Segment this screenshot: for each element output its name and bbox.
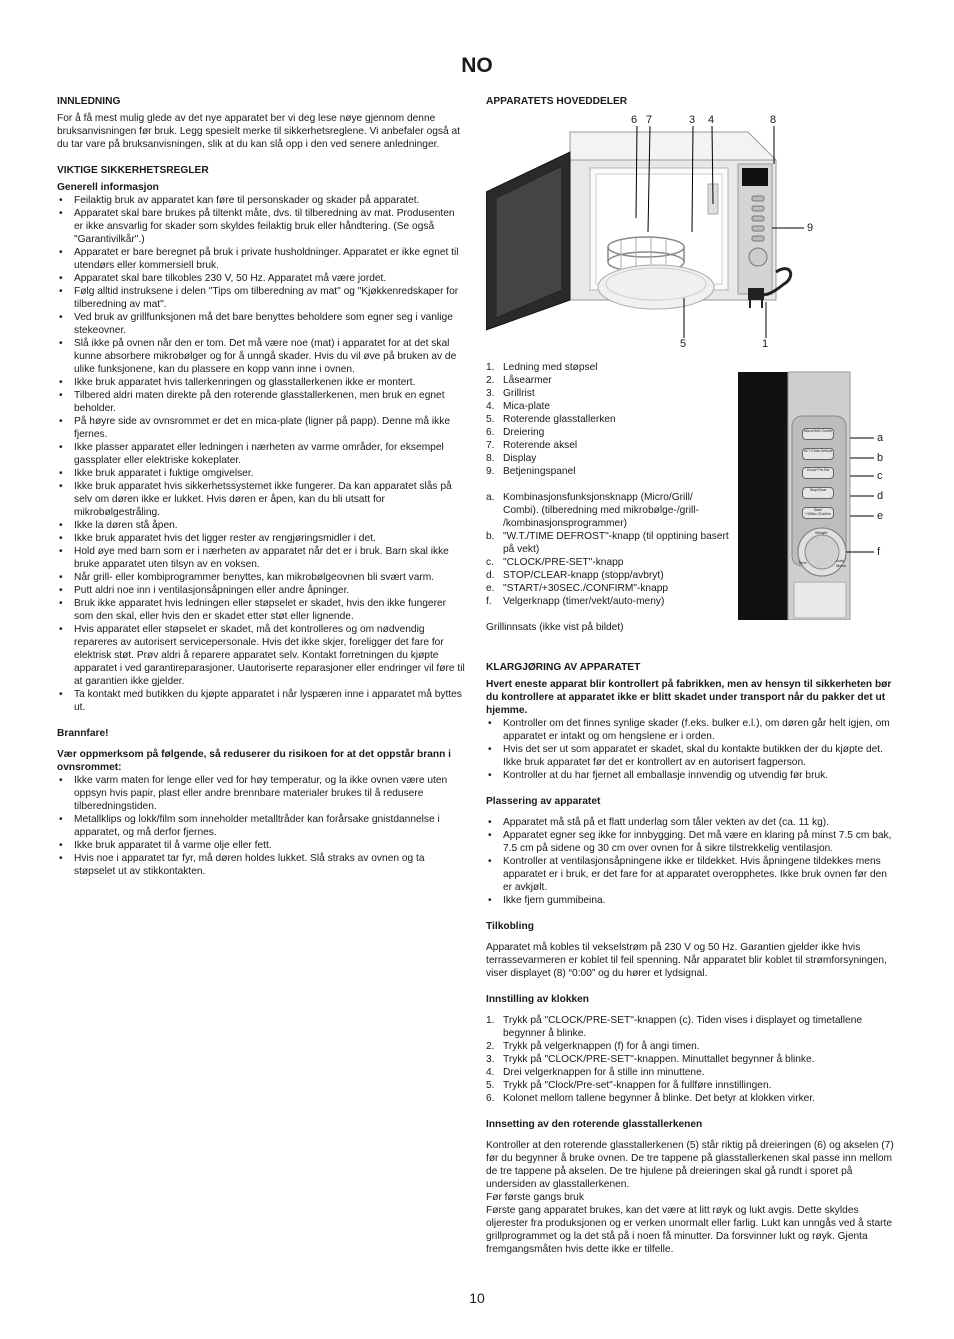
list-item [486, 595, 731, 608]
parts-list [486, 361, 731, 478]
list-text: Velgerknapp (timer/vekt/auto-meny) [503, 596, 665, 607]
list-item: • Ikke varm maten for lenge eller ved for høy temperatur, og la ikke ovnen være uten oppsyn hvis papir, plast eller andre brennbare materialer brukes til å redusere tilberedningstiden. [57, 774, 465, 813]
callout-7: 7 [646, 114, 653, 126]
list-text: Trykk på "CLOCK/PRE-SET"-knappen (c). Tiden vises i displayet og timetallene begynner å blinke. [503, 1015, 863, 1039]
callout-9: 9 [807, 222, 814, 234]
list-number: d. [486, 570, 495, 581]
prep-title: KLARGJØRING AV APPARATET [486, 662, 641, 673]
list-number: e. [486, 583, 495, 594]
list-item: • Tilbered aldri maten direkte på den roterende glasstallerkenen, men bruk en egnet beholder. [57, 389, 465, 415]
list-item: • Hvis apparatet eller støpselet er skadet, må det kontrolleres og om nødvendig repareres av autorisert servicepersonale. Hvis det ikke skjer, foreligger det fare for elektrisk støt. Prøv aldri å reparere apparatet selv. Kontakt forretningen du kjøpte apparatet i ved garantireparasjoner. Uautoriserte reparasjoner eller endringer vil føre til at garantien ikke gjelder. [57, 623, 465, 688]
left-column [57, 95, 465, 878]
fire-title: Brannfare! [57, 728, 109, 739]
clock-title: Innstilling av klokken [486, 994, 590, 1005]
general-list [57, 194, 465, 714]
microwave-figure [486, 112, 826, 357]
list-item [486, 374, 731, 387]
list-item: • Hvis noe i apparatet tar fyr, må døren holdes lukket. Slå straks av ovnen og ta støpselet ut av stikkontakten. [57, 852, 465, 878]
list-number: 6. [486, 427, 495, 438]
list-item: • Hvis det ser ut som apparatet er skadet, skal du kontakte butikken der du kjøpte det. Ikke bruk apparatet før det er kontrollert av en autorisert fagperson. [486, 743, 896, 769]
safety-title: VIKTIGE SIKKERHETSREGLER [57, 165, 209, 176]
list-item: • Apparatet egner seg ikke for innbygging. Det må være en klaring på minst 7.5 cm bak, 7.5 cm på sidene og 30 cm over ovnen for å sikre tilstrekkelig ventilasjon. [486, 829, 896, 855]
list-text: Trykk på velgerknappen (f) for å angi timen. [503, 1041, 700, 1052]
panel-callout-e: e [877, 510, 884, 522]
parts-title: APPARATETS HOVEDDELER [486, 96, 628, 107]
callout-5: 5 [680, 338, 687, 350]
list-item: • Kontroller om det finnes synlige skader (f.eks. bulker e.l.), om døren går helt igjen, om apparatet er intakt og om hengslene er i orden. [486, 717, 896, 743]
list-item: • Ikke bruk apparatet hvis tallerkenringen og glasstallerkenen ikke er montert. [57, 376, 465, 389]
list-item: • Ta kontakt med butikken du kjøpte apparatet i når lyspæren inne i apparatet må byttes ut. [57, 688, 465, 714]
list-item: • Ved bruk av grillfunksjonen må det bare benyttes beholdere som egner seg i vanlige stekeovner. [57, 311, 465, 337]
control-panel-figure [738, 370, 888, 620]
list-item [486, 452, 731, 465]
list-text: Roterende aksel [503, 440, 578, 451]
list-item: • Ikke bruk apparatet hvis sikkerhetssystemet ikke fungerer. Da kan apparatet slås på selv om døren ikke er lukket. Hvis døren er åpen, kan du bli utsatt for mikrobølgestråling. [57, 480, 465, 519]
list-number: 3. [486, 1054, 495, 1065]
grill-note: Grillinnsats (ikke vist på bildet) [486, 622, 624, 633]
list-item [486, 1014, 896, 1040]
callout-4: 4 [708, 114, 715, 126]
prep-bold: Hvert eneste apparat blir kontrollert på fabrikken, men av hensyn til sikkerheten bør du kontrollere at apparatet ikke er blitt skadet under transport når du pakker det ut hjemme. [486, 679, 892, 716]
list-item: • Apparatet må stå på et flatt underlag som tåler vekten av det (ca. 11 kg). [486, 816, 896, 829]
panel-callout-c: c [877, 470, 883, 482]
list-number: 6. [486, 1093, 495, 1104]
panel-callout-d: d [877, 490, 884, 502]
list-item: • Apparatet skal bare brukes på tiltenkt måte, dvs. til tilberedning av mat. Produsenten er ikke ansvarlig for skader som skyldes feilaktig bruk eller håndtering. (Se også "Garantivilkår".) [57, 207, 465, 246]
list-item: • Ikke bruk apparatet hvis det ligger rester av rengjøringsmidler i det. [57, 532, 465, 545]
defrost-button[interactable]: W.T./Time Defrost [802, 448, 834, 460]
list-item [486, 400, 731, 413]
list-item: • Feilaktig bruk av apparatet kan føre til personskader og skader på apparatet. [57, 194, 465, 207]
list-item [486, 1053, 896, 1066]
preparation-block [486, 661, 896, 1256]
intro-title: INNLEDNING [57, 96, 121, 107]
prep-list [486, 717, 896, 782]
list-text: Dreiering [503, 427, 545, 438]
list-item: • Når grill- eller kombiprogrammer benyttes, kan mikrobølgeovnen bli svært varm. [57, 571, 465, 584]
combi-button[interactable]: Micro/Grill/ Combi [802, 428, 834, 440]
list-item: • Ikke plasser apparatet eller ledningen i nærheten av varme områder, for eksempel gassplater eller elektriske kokeplater. [57, 441, 465, 467]
list-item: • Kontroller at du har fjernet all emballasje innvendig og utvendig før bruk. [486, 769, 896, 782]
list-item [486, 1066, 896, 1079]
list-item: • Hold øye med barn som er i nærheten av apparatet når det er i bruk. Barn skal ikke bruke apparatet uten tilsyn av en voksen. [57, 545, 465, 571]
list-item: • På høyre side av ovnsrommet er det en mica-plate (ligner på papp). Denne må ikke fjernes. [57, 415, 465, 441]
list-text: Kolonet mellom tallene begynner å blinke. Det betyr at klokken virker. [503, 1093, 816, 1104]
list-text: Trykk på "Clock/Pre-set"-knappen for å fullføre innstillingen. [503, 1080, 772, 1091]
list-item: • Putt aldri noe inn i ventilasjonsåpningen eller andre åpninger. [57, 584, 465, 597]
list-number: f. [486, 596, 492, 607]
right-column-heading [486, 95, 896, 112]
list-number: b. [486, 531, 495, 542]
list-item [486, 465, 731, 478]
start-button[interactable]: Start/ +30Sec./Confirm [802, 507, 834, 519]
list-item [486, 1092, 896, 1105]
knob-time-label: Time [798, 560, 807, 565]
callout-3: 3 [689, 114, 696, 126]
page-number: 10 [469, 1290, 485, 1306]
list-item [486, 569, 731, 582]
plate-text: Kontroller at den roterende glasstallerkenen (5) står riktig på dreieringen (6) og akselen (7) før du begynner å bruke ovnen. De tre tappene på glasstallerkenen skal passe inn mellom de tre tappene på akselen. De tre hjulene på dreieringen skal gå rundt i sporet på undersiden av glasstallerkenen. [486, 1140, 894, 1190]
list-number: 3. [486, 388, 495, 399]
list-item: • Følg alltid instruksene i delen "Tips om tilberedning av mat" og "Kjøkkenredskaper for tilberedning av mat". [57, 285, 465, 311]
plate-title: Innsetting av den roterende glasstallerkenen [486, 1119, 703, 1130]
panel-callout-f: f [877, 546, 881, 558]
list-number: 4. [486, 1067, 495, 1078]
list-item: • Ikke fjern gummibeina. [486, 894, 896, 907]
list-text: Ledning med støpsel [503, 362, 598, 373]
knob-auto-label: Auto Menu [836, 558, 847, 568]
list-item: • Ikke bruk apparatet til å varme olje eller fett. [57, 839, 465, 852]
language-heading: NO [461, 54, 493, 77]
controls-list [486, 491, 731, 608]
panel-callout-a: a [877, 432, 884, 444]
list-text: Roterende glasstallerken [503, 414, 616, 425]
list-text: STOP/CLEAR-knapp (stopp/avbryt) [503, 570, 664, 581]
list-item: • Bruk ikke apparatet hvis ledningen eller støpselet er skadet, hvis den ikke fungerer som den skal, eller hvis den er skadet etter støt eller lignende. [57, 597, 465, 623]
first-use-text: Første gang apparatet brukes, kan det være at litt røyk og lukt avgis. Dette skyldes oljerester fra produksjonen og er verken unormalt eller farlig. Lukt kan unngås ved å starte grillprogrammet og la det stå på i noen få minutter. Da forsvinner lukt og røyk. Gjenta fremgangsmåten hvis dette ikke er tilfelle. [486, 1205, 893, 1255]
list-number: 1. [486, 362, 495, 373]
fire-list [57, 774, 465, 878]
connect-text: Apparatet må kobles til vekselstrøm på 230 V og 50 Hz. Garantien gjelder ikke hvis terrassevarmeren er koblet til feil spenning. Når apparatet blir koblet til strømforsyningen, viser displayet (8) “0:00” og du hører et lydsignal. [486, 942, 887, 979]
place-title: Plassering av apparatet [486, 796, 601, 807]
list-text: Grillrist [503, 388, 535, 399]
list-item: • Apparatet er bare beregnet på bruk i private husholdninger. Apparatet er ikke egnet til utendørs eller kommersiell bruk. [57, 246, 465, 272]
list-text: "W.T./TIME DEFROST"-knapp (til opptining basert på vekt) [503, 531, 729, 555]
list-text: Drei velgerknappen for å stille inn minuttene. [503, 1067, 705, 1078]
list-text: Låsearmer [503, 375, 552, 386]
list-item [486, 530, 731, 556]
clock-button[interactable]: Clock/ Pre-Set [802, 467, 834, 479]
general-title: Generell informasjon [57, 182, 159, 193]
list-item [486, 426, 731, 439]
list-item [486, 439, 731, 452]
fire-intro: Vær oppmerksom på følgende, så reduserer du risikoen for at det oppstår brann i ovnsrommet: [57, 749, 452, 773]
list-number: 2. [486, 375, 495, 386]
list-text: Betjeningspanel [503, 466, 576, 477]
list-item: • Kontroller at ventilasjonsåpningene ikke er tildekket. Hvis åpningene tildekkes mens apparatet er i bruk, er det fare for at apparatet overopphetes. Ikke bruk ovnen før den er avkjølt. [486, 855, 896, 894]
panel-callout-b: b [877, 452, 884, 464]
first-use-title: Før første gangs bruk [486, 1192, 584, 1203]
list-item [486, 556, 731, 569]
list-item: • Apparatet skal bare tilkobles 230 V, 50 Hz. Apparatet må være jordet. [57, 272, 465, 285]
list-text: Mica-plate [503, 401, 550, 412]
list-item: • Metallklips og lokk/film som inneholder metalltråder kan forårsake gnistdannelse i apparatet, og må derfor fjernes. [57, 813, 465, 839]
callout-1: 1 [762, 338, 769, 350]
clock-list [486, 1014, 896, 1105]
microwave-illustration [486, 112, 826, 357]
list-number: 5. [486, 1080, 495, 1091]
list-item: • Ikke la døren stå åpen. [57, 519, 465, 532]
list-item: • Ikke bruk apparatet i fuktige omgivelser. [57, 467, 465, 480]
list-number: c. [486, 557, 494, 568]
connect-title: Tilkobling [486, 921, 534, 932]
list-item [486, 413, 731, 426]
list-item [486, 491, 731, 530]
list-text: Trykk på "CLOCK/PRE-SET"-knappen. Minuttallet begynner å blinke. [503, 1054, 815, 1065]
list-number: 9. [486, 466, 495, 477]
selector-knob[interactable] [810, 540, 834, 564]
list-number: 5. [486, 414, 495, 425]
list-number: 7. [486, 440, 495, 451]
list-item [486, 1079, 896, 1092]
list-number: a. [486, 492, 495, 503]
list-item: • Slå ikke på ovnen når den er tom. Det må være noe (mat) i apparatet for at det skal kunne absorbere mikrobølger og for å unngå skader. Hvis du vil øve på bruken av de ulike funksjonene, kan du plassere en kopp vann inne i ovnen. [57, 337, 465, 376]
list-number: 8. [486, 453, 495, 464]
list-text: "CLOCK/PRE-SET"-knapp [503, 557, 624, 568]
list-item [486, 582, 731, 595]
list-item [486, 1040, 896, 1053]
place-list [486, 816, 896, 907]
list-text: Display [503, 453, 537, 464]
list-text: Kombinasjonsfunksjonsknapp (Micro/Grill/ Combi). (tilberedning med mikrobølge-/grill- /kombinasjonsprogrammer) [503, 492, 699, 529]
list-text: "START/+30SEC./CONFIRM"-knapp [503, 583, 669, 594]
list-number: 1. [486, 1015, 495, 1026]
callout-8: 8 [770, 114, 777, 126]
stop-button[interactable]: Stop/Clear [802, 487, 834, 499]
intro-text: For å få mest mulig glede av det nye apparatet ber vi deg lese nøye gjennom denne bruksanvisningen før bruk. Legg spesielt merke til sikkerhetsreglene. Vi anbefaler også at du tar vare på bruksanvisningen, slik at du kan slå opp i den ved senere anledninger. [57, 113, 460, 150]
parts-block [486, 361, 731, 634]
list-number: 4. [486, 401, 495, 412]
list-item [486, 387, 731, 400]
knob-weight-label: Weight [815, 530, 828, 535]
list-item [486, 361, 731, 374]
list-number: 2. [486, 1041, 495, 1052]
callout-6: 6 [631, 114, 638, 126]
